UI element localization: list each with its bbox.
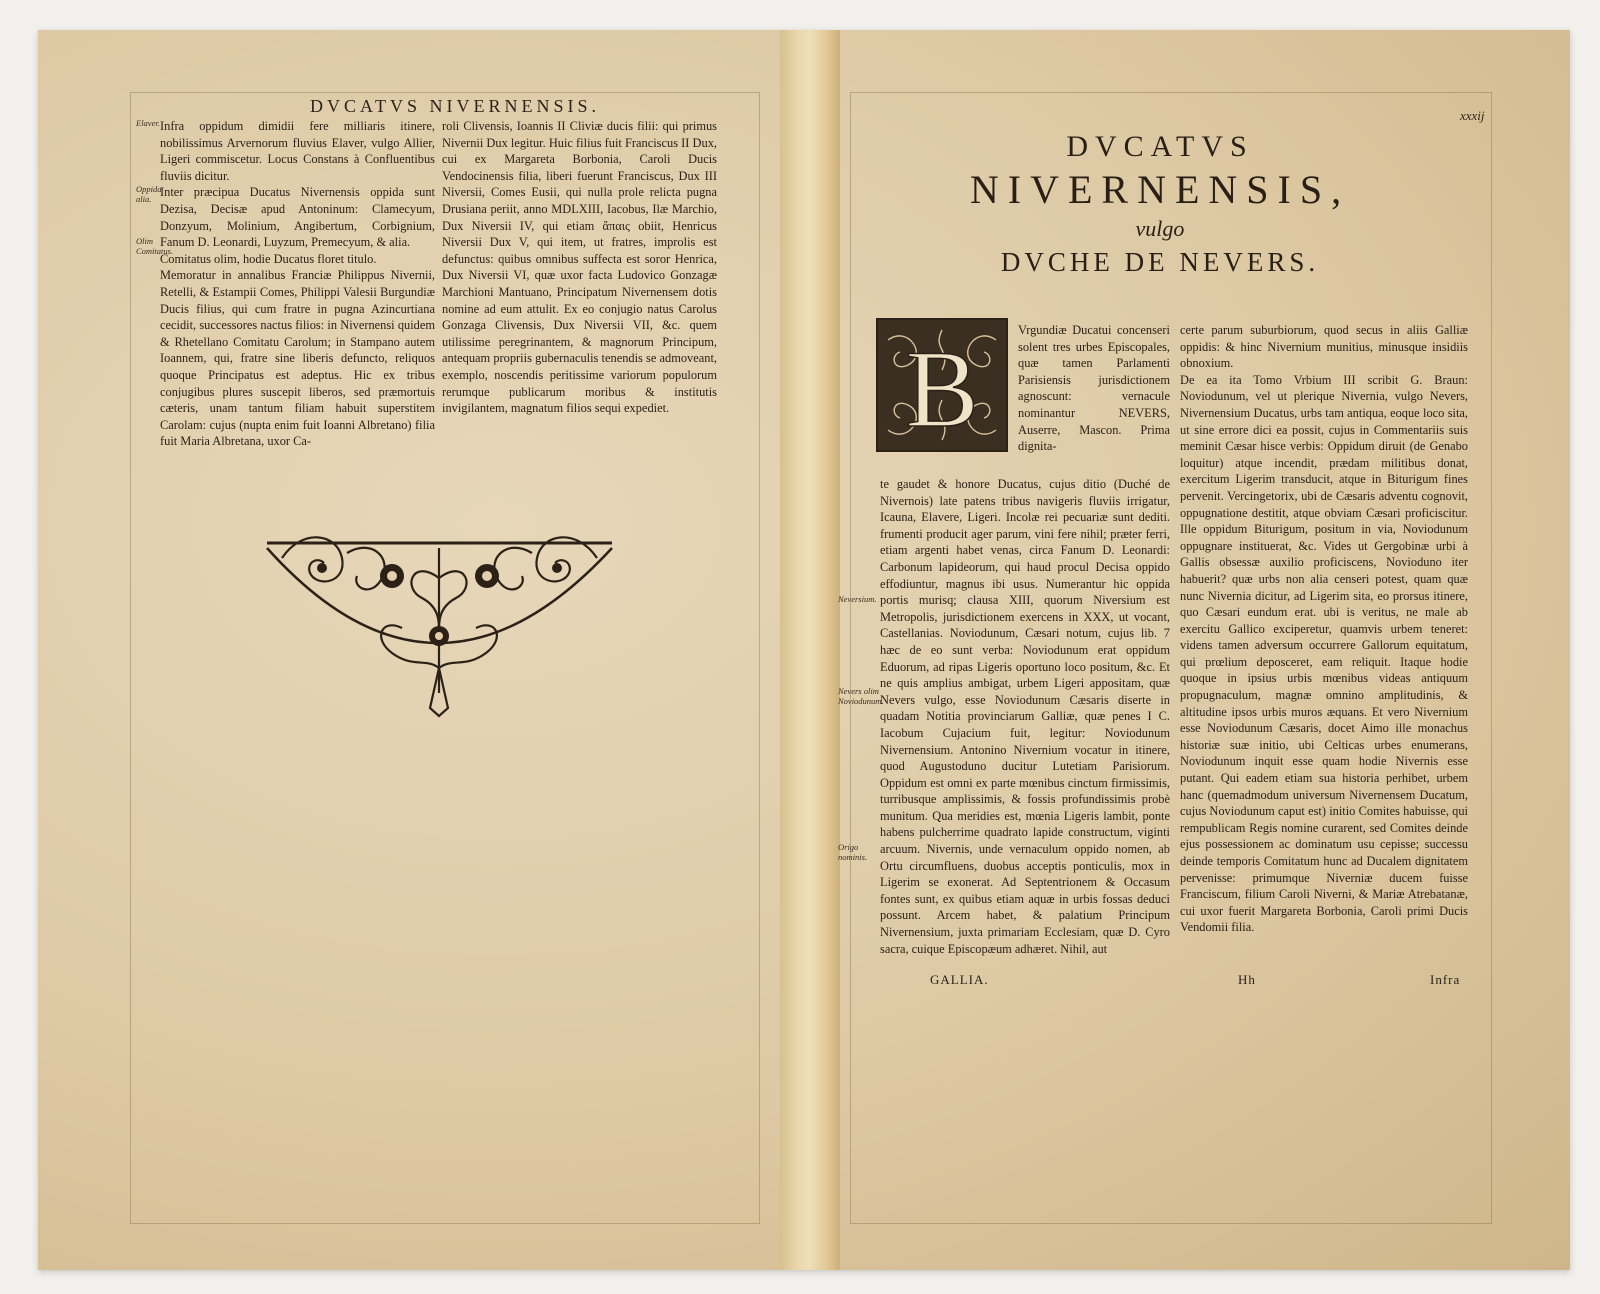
footer-catchword: Infra: [1430, 972, 1461, 987]
right-column-2: certe parum suburbiorum, quod secus in aliis Galliæ oppidis: & hinc Nivernium munitius, minusque insidiis obnoxium. De ea ita Tomo Vrbium III scribit G. Braun: Noviodunum, vel ut plerique Nivernia, vulgo Nevers, Nivernensium Ducatus, urbs tam antiqua, eoque loco sita, ut sine errore dici ea possit, cujus in Commentariis suis meminit Cæsar hisce verbis: Oppidum diruit (de Genabo loquitur) atque incendit, prædam militibus donat, exercitum Ligerim transducit, atque in Biturigum fines pervenit. Vercingetorix, ubi de Cæsaris adventu cognovit, oppugnatione destitit, atque obviam Cæsari proficiscitur. Ille oppidum Biturigum, positum in via, Noviodunum oppugnare instituerat, &c. Vides ut Gergobinæ urbi à Gallis obsessæ auxilio proficiscens, Novioduno iter habuerit? quæ urbs non alia censeri potest, quam quæ nunc Nivernia dicitur, ad Ligerim sita, eo prorsus itinere, quo Cæsari eundum erat. ubi is veritus, ne male ab exercitu Gallico exciperetur, quamvis urbem teneret: videns tamen adversum occurrere Gallorum equitatum, qui prœlium deposceret, eam reliquit. Itaque hodie quoque in ipsius urbis mœnibus videas antiquum propugnaculum, magnæ omnino amplitudinis, & altitudine ipsos urbis muros æquans. Et vero Nivernium esse Noviodunum Cæsaris, docet Aimo ille monachus historiæ suæ initio, ubi Celticas urbes enumerans, Noviodunum inquit esse quam hodie Nivernis esse putant. Qui eadem etiam sua historia perhibet, urbem hanc (quemadmodum universum Nivernensem Ducatum, cujus Noviodunum caput est) initio Comites habuisse, qui rempublicam Regis nomine curarent, sed Comites deinde ejus possessionem ac dominatum usu cepisse; successu deinde temporis Comitatum hunc ad Ducalem dignitatem pervenisse: primumque Niverniæ ducem fuisse Franciscum, filium Caroli Niverni, & Mariæ Atrebatanæ, cui uxor fuerit Margareta Borbonia, Caroli primi Ducis Vendomii filia.: [1180, 323, 1468, 935]
right-column-1: te gaudet & honore Ducatus, cujus ditio (Duché de Nivernois) late patens tribus navigeris fluviis irrigatur, Icauna, Elavere, Ligeri. Incolæ rei pecuariæ sunt dediti. frumenti producit ager parum, vini fere nihil; præter ferri, etiam argenti habet venas, circa Fanum D. Leonardi: Carbonum lapideorum, qui haud procul Decisa oppido effodiuntur, magnus ibi usus. Numerantur hic oppida portis murisq; clausa XIII, quorum Niversium est Metropolis, jurisdictionem exercens in XXX, ut vocant, Castellanias. Noviodunum, Cæsari notum, cujus lib. 7 hæc de eo sunt verba: Noviodunum erat oppidum Eduorum, ad ripas Ligeris oportuno loco positum, &c. Et ne quis amplius ambigat, urbem Ligeri appositam, quæ Nevers vulgo, esse Noviodunum Cæsaris diserte in quadam Notitia provinciarum Galliæ, quæ penes I C. Iacobum Cujacium fuit, legitur: Noviodunum Nivernensium. Antonino Nivernium vocatur in itinere, quod Augustoduno ducitur Lutetiam Parisiorum. Oppidum est omni ex parte mœnibus cinctum firmissimis, turribusque amplissimis, & fossis profundissimis probè munitum. Qua meridies est, mœnia Ligeris lambit, ponte habens pulcherrime quadrato lapide constructum, viginti arcuum. Nivernis, unde vernaculum oppido nomen, ab Ortu circumfluens, duobus acceptis ponticulis, mox in Ligerim se exonerat. Ad Septentrionem & Occasum fontes sunt, ex quibus etiam aquæ in urbis fossas deduci possunt. Arcem habet, & palatium Principum Nivernensium, juxta primariam Ecclesiam, quæ D. Cyro sacra, cuique Episcopæum adhæret. Nihil, aut: [880, 477, 1170, 956]
left-column-1: Infra oppidum dimidii fere milliaris itinere, nobilissimus Arvernorum fluvius Elaver, vulgo Allier, Ligeri commiscetur. Locus Constans à Confluentibus fluviis dicitur. Inter præcipua Ducatus Nivernensis oppida sunt Dezisa, Decisæ apud Antoninum: Clamecyum, Donzyum, Molinium, Angibertum, Corbignium, Fanum D. Leonardi, Luyzum, Premecyum, & alia. Comitatus olim, hodie Ducatus floret titulo. Memoratur in annalibus Franciæ Philippus Nivernii, Retelli, & Estampii Comes, Philippi Valesii Burgundiæ Ducis filius, qui cum fratre in pugna Azincurtiana cecidit, successores nactus filios: in Nivernensi quidem & Rhetellano Comitatu Carolum; in Stampano autem Ioannem, qui, fratre sine liberis defuncto, reliquos quoque Principatus est adeptus. Hic ex tribus conjugibus plures suscepit liberos, sed præmortuis cæteris, unam tantum filiam habuit superstitem Carolam: cujus (nupta enim fuit Ioanni Albretano) filia fuit Maria Albretana, uxor Ca-: [160, 119, 435, 449]
title-line-2: NIVERNENSIS,: [969, 167, 1351, 212]
center-fold: [780, 30, 840, 1270]
tailpiece-ornament: [262, 518, 617, 718]
left-column-2: roli Clivensis, Ioannis II Cliviæ ducis filii: qui primus Nivernii Dux legitur. Huic filius fuit Franciscus II Dux, cui ex Margareta Borbonia, Caroli Ducis Vendocinensis filia, liberi fuerunt Franciscus, Dux III Niversii, Comes Eusii, qui nulla prole relicta pugna Drusiana periit, anno MDLXIII, Iacobus, Ilæ Marchio, Dux Niversii IV, qui etiam ἄπαις obiit, Henricus Niversii Dux V, qui item, ut fratres, improlis est defunctus: quibus omnibus suffecta est soror Henrica, Dux Niversii VI, quæ uxor facta Ludovico Gonzagæ Marchioni Mantuano, Principatum Nivernensem dotis nomine ad eum attulit. Ex eo conjugio natus Carolus Gonzaga Clivensis, Dux Niversii VII, &c. quem utilissime peregrinantem, & magnorum Principum, antequam propriis gubernaculis tenendis se admoveant, exemplo, noscendis peritissime variorum populorum rerumque publicarum moribus & institutis invigilantem, magnatum filios sequi expediet.: [442, 119, 717, 416]
margin-note-comitatus: Olim Comitatus.: [136, 236, 174, 256]
title-line-4: DVCHE DE NEVERS.: [1000, 247, 1320, 277]
title-block: [860, 128, 1460, 280]
left-running-head: DVCATVS NIVERNENSIS.: [309, 96, 600, 116]
right-column-1-top: Vrgundiæ Ducatui concenseri solent tres urbes Episcopales, quæ tamen Parlamenti Parisiensis jurisdictionem agnoscunt: vernacule nominantur NEVERS, Auserre, Mascon. Prima dignita-: [1018, 323, 1170, 454]
margin-note-oppida: Oppida alia.: [136, 184, 162, 204]
margin-note-origo: Origo nominis.: [838, 842, 868, 862]
page-number: xxxij: [1460, 108, 1485, 123]
margin-note-elaver: Elaver.: [136, 118, 160, 128]
margin-note-noviodunum: Nevers olim Noviodunum.: [838, 686, 884, 706]
title-line-3: vulgo: [1135, 216, 1185, 241]
footer-gathering-mark: Hh: [1238, 972, 1256, 987]
decorated-initial: [876, 318, 1008, 452]
margin-note-neversium: Neversium.: [838, 594, 877, 604]
title-line-1: DVCATVS: [1066, 130, 1254, 163]
footer-signature: GALLIA.: [930, 972, 989, 987]
initial-letter: B: [905, 328, 979, 450]
